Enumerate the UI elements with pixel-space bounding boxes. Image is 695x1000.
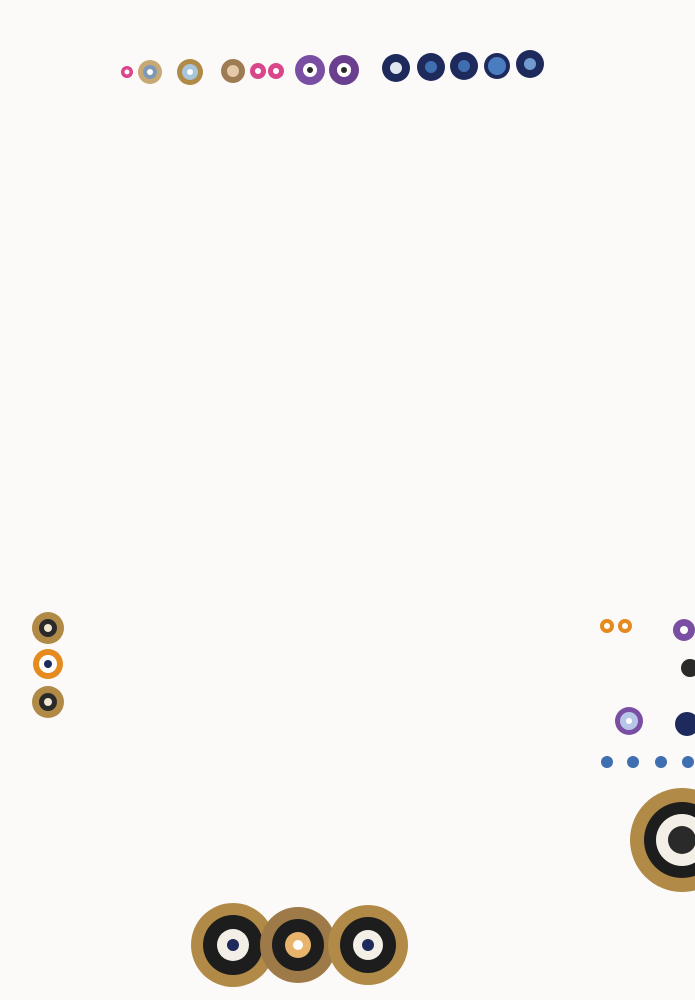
- left-ornament-column: [32, 612, 64, 718]
- circle-ornament-icon: [44, 624, 52, 632]
- circle-ornament-icon: [627, 756, 639, 768]
- circle-ornament-icon: [44, 698, 52, 706]
- circle-ornament-icon: [524, 58, 536, 70]
- circle-ornament-icon: [44, 660, 52, 668]
- circle-ornament-icon: [255, 68, 261, 74]
- top-ornament-band: [121, 50, 544, 85]
- circle-ornament-icon: [604, 623, 610, 629]
- circle-ornament-icon: [307, 67, 313, 73]
- circle-ornament-icon: [362, 939, 374, 951]
- circle-ornament-icon: [147, 69, 153, 75]
- circle-ornament-icon: [681, 659, 695, 677]
- circle-ornament-icon: [458, 60, 470, 72]
- circle-ornament-icon: [390, 62, 402, 74]
- circle-ornament-icon: [125, 70, 130, 75]
- circle-ornament-icon: [293, 940, 303, 950]
- circle-ornament-icon: [682, 756, 694, 768]
- circle-ornament-icon: [187, 69, 193, 75]
- circle-ornament-icon: [488, 57, 506, 75]
- circle-ornament-icon: [227, 939, 239, 951]
- circle-ornament-icon: [273, 68, 279, 74]
- circle-ornament-icon: [601, 756, 613, 768]
- circle-ornament-icon: [626, 718, 632, 724]
- circle-ornament-icon: [341, 67, 347, 73]
- bottom-ornament-band: [191, 903, 408, 987]
- circle-ornament-icon: [622, 623, 628, 629]
- circle-ornament-icon: [675, 712, 695, 736]
- circle-ornament-icon: [680, 626, 688, 634]
- right-ornament-group: [600, 619, 695, 892]
- circle-ornament-icon: [668, 826, 695, 854]
- circle-ornament-icon: [227, 65, 239, 77]
- circle-ornament-icon: [655, 756, 667, 768]
- circle-ornament-icon: [425, 61, 437, 73]
